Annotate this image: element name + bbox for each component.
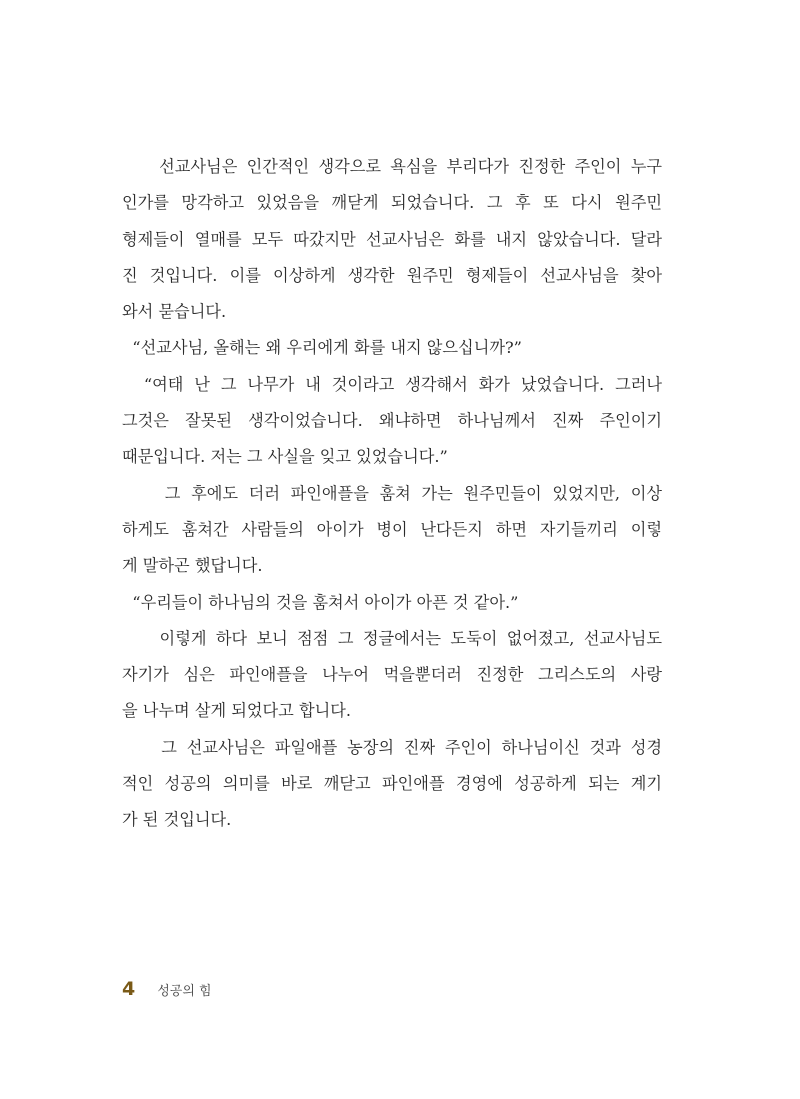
text-line: “여태 난 그 나무가 내 것이라고 생각해서 화가 났었습니다. 그러나	[122, 374, 662, 394]
text-line: 선교사님은 인간적인 생각으로 욕심을 부리다가 진정한 주인이 누구	[122, 157, 662, 176]
page-number: 4	[122, 978, 136, 1000]
text-line: “선교사님, 올해는 왜 우리에게 화를 내지 않으십니까?”	[122, 338, 522, 358]
text-line: “우리들이 하나님의 것을 훔쳐서 아이가 아픈 것 같아.”	[122, 592, 519, 612]
text-line: 진 것입니다. 이를 이상하게 생각한 원주민 형제들이 선교사님을 찾아	[122, 265, 662, 285]
text-line: 자기가 심은 파인애플을 나누어 먹을뿐더러 진정한 그리스도의 사랑	[122, 665, 662, 685]
text-line: 을 나누며 살게 되었다고 합니다.	[122, 701, 352, 721]
text-line: 와서 묻습니다.	[122, 302, 227, 322]
text-line: 게 말하곤 했답니다.	[122, 556, 263, 576]
text-line: 적인 성공의 의미를 바로 깨닫고 파인애플 경영에 성공하게 되는 계기	[122, 774, 662, 794]
text-line: 그 후에도 더러 파인애플을 훔쳐 가는 원주민들이 있었지만, 이상	[122, 483, 662, 503]
text-line: 그 선교사님은 파일애플 농장의 진짜 주인이 하나님이신 것과 성경	[122, 737, 662, 757]
text-line: 때문입니다. 저는 그 사실을 잊고 있었습니다.”	[122, 447, 448, 467]
running-title: 성공의 힘	[157, 984, 212, 999]
text-line: 인가를 망각하고 있었음을 깨닫게 되었습니다. 그 후 또 다시 원주민	[122, 193, 662, 213]
text-line: 하게도 훔쳐간 사람들의 아이가 병이 난다든지 하면 자기들끼리 이렇	[122, 519, 662, 539]
page-footer	[122, 978, 212, 1008]
text-line: 이렇게 하다 보니 점점 그 정글에서는 도둑이 없어졌고, 선교사님도	[122, 628, 662, 648]
text-line: 그것은 잘못된 생각이었습니다. 왜냐하면 하나님께서 진짜 주인이기	[122, 411, 662, 431]
text-line: 가 된 것입니다.	[122, 810, 232, 830]
body-text	[122, 149, 662, 839]
text-line: 형제들이 열매를 모두 따갔지만 선교사님은 화를 내지 않았습니다. 달라	[122, 229, 662, 249]
